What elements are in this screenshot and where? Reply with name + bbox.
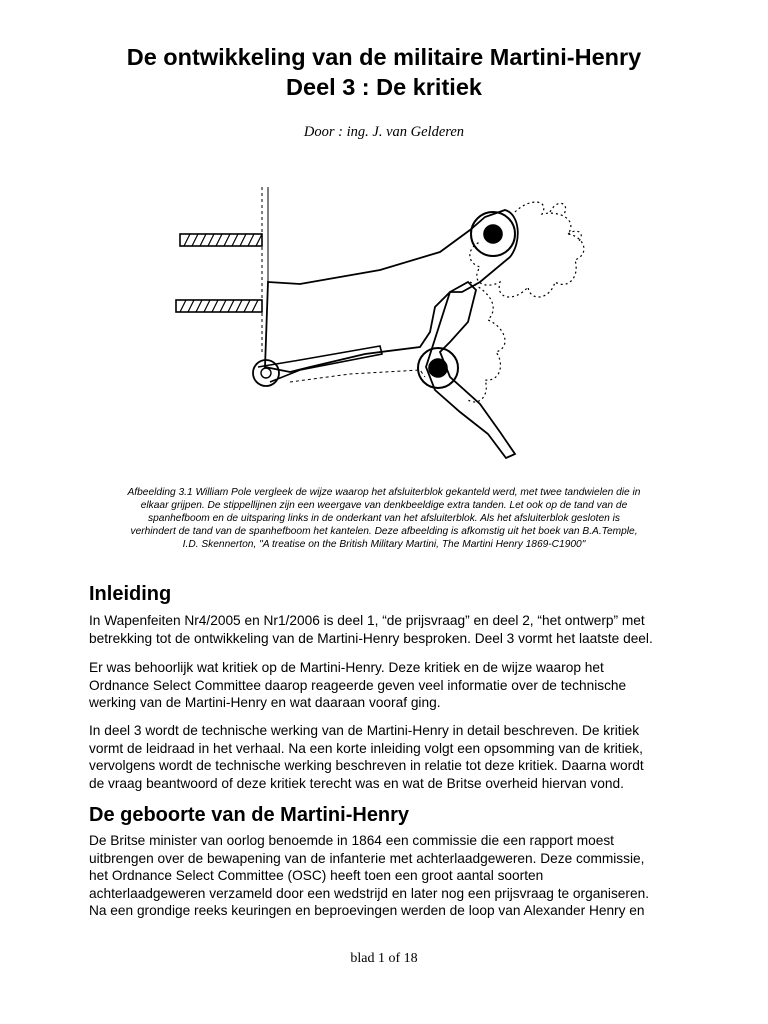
caption-line: I.D. Skennerton, "A treatise on the British Military Martini, The Martini Henry 1869-C1900" [182,539,586,550]
document-title [0,42,768,102]
text-line: werking van de Martini-Henry en wat daaraan vooraf ging. [89,695,441,711]
text-line: achterlaadgeweren verzameld door een wedstrijd en later nog een prijsvraag te organiseren. [89,885,649,901]
text-line: De Britse minister van oorlog benoemde in 1864 een commissie die een rapport moest [89,833,614,848]
section-heading-inleiding: Inleiding [89,583,172,605]
caption-line: Afbeelding 3.1 William Pole vergleek de wijze waarop het afsluiterblok gekanteld werd, met twee tandwielen die in [127,487,641,498]
text-line: In Wapenfeiten Nr4/2005 en Nr1/2006 is deel 1, “de prijsvraag” en deel 2, “het ontwerp” met [89,613,645,628]
title-line-1: De ontwikkeling van de militaire Martini-Henry [126,44,642,70]
caption-line: verhindert de tand van de spanhefboom het kantelen. Deze afbeelding is afkomstig uit het boek van B.A.Temple, [130,526,638,537]
text-line: Er was behoorlijk wat kritiek op de Martini-Henry. Deze kritiek en de wijze waarop het [89,660,604,675]
figure-caption [84,486,684,551]
text-line: betrekking tot de ontwikkeling van de Martini-Henry besproken. Deel 3 vormt het laatste deel. [89,630,653,646]
mechanism-figure [150,142,615,477]
section-heading-geboorte: De geboorte van de Martini-Henry [89,804,410,826]
paragraph [89,832,689,920]
breech-block [265,210,518,372]
title-line-2: Deel 3 : De kritiek [286,74,482,100]
text-line: In deel 3 wordt de technische werking van de Martini-Henry in detail beschreven. De kritiek [89,723,640,738]
caption-line: spanhefboom en de uitsparing links in de onderkant van het afsluiterblok. Als het afsluiterblok gesloten is [148,513,620,524]
author-byline: Door : ing. J. van Gelderen [303,124,465,140]
paragraph [89,659,689,712]
lower-rod [176,300,262,312]
paragraph [89,612,689,647]
text-line: Ordnance Select Committee daarop reageerde geven veel informatie over de technische [89,677,627,693]
text-line: vervolgens wordt de technische werking beschreven in relatie tot deze kritiek. Daarna wordt [89,758,644,774]
text-line: het Ordnance Select Committee (OSC) heeft toen een groot aantal soorten [89,868,544,884]
upper-rod [180,234,262,246]
caption-line: elkaar grijpen. De stippellijnen zijn een weergave van denkbeeldige extra tanden. Let ook op de tand van de [140,500,628,511]
text-line: vormt de leidraad in het verhaal. Na een korte inleiding volgt een opsomming van de kritiek, [89,740,643,756]
breech-block-diagram [150,142,615,477]
paragraph [89,722,689,792]
text-line: uitbrengen over de bewapening van de infanterie met achterlaadgeweren. Deze commissie, [89,850,645,866]
text-line: de vraag beantwoord of deze kritiek terecht was en wat de Britse overheid hiervan vond. [89,775,624,791]
text-line: Na een grondige reeks keuringen en beproevingen werden de loop van Alexander Henry en [89,903,645,919]
page-number: blad 1 of 18 [350,951,418,966]
